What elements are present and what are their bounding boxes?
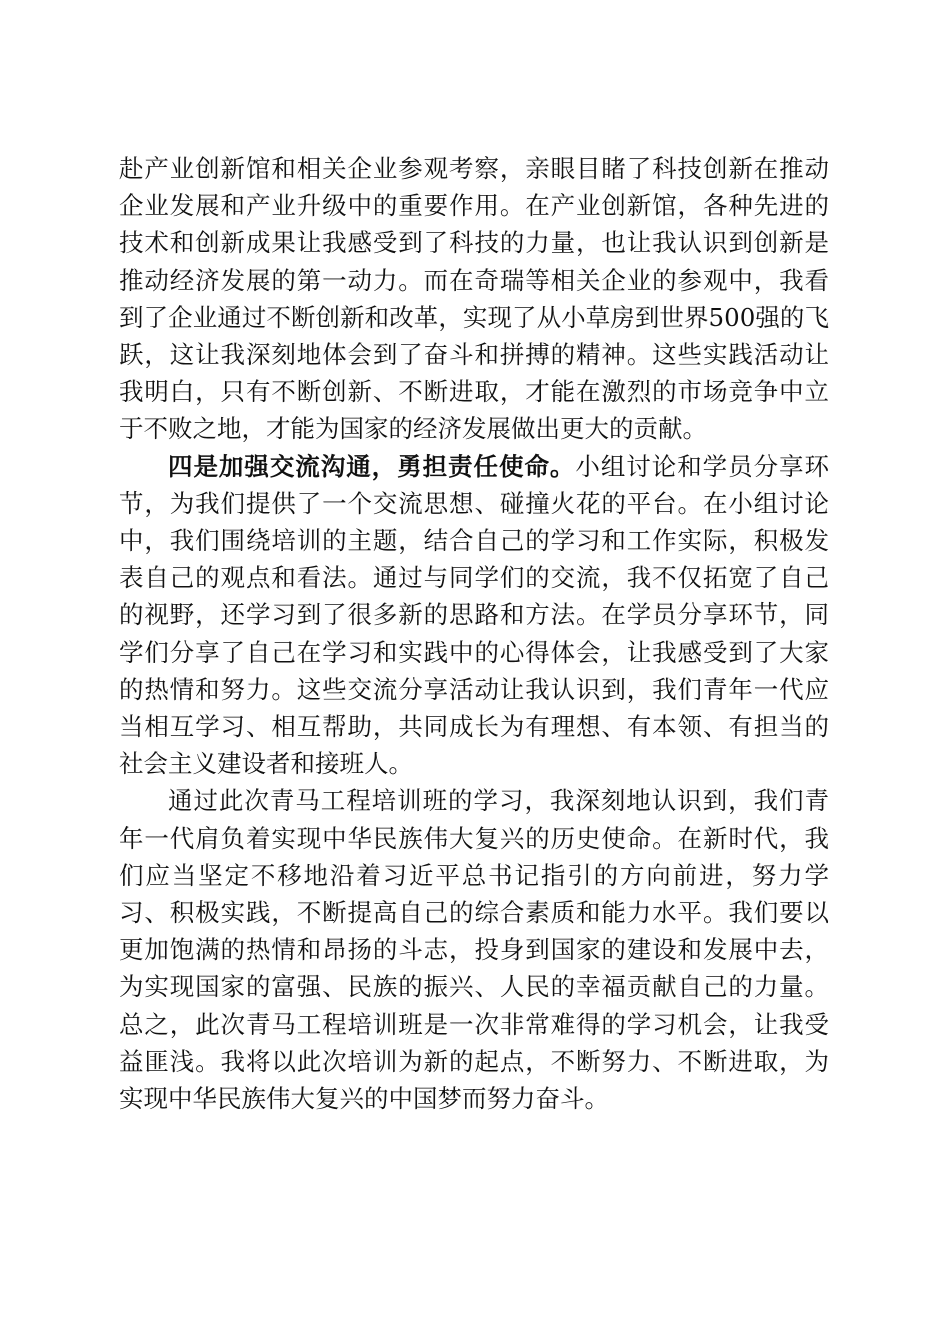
paragraph-bold-heading: 四是加强交流沟通，勇担责任使命。 (168, 451, 576, 481)
paragraph-text: 赴产业创新馆和相关企业参观考察，亲眼目睹了科技创新在推动企业发展和产业升级中的重要作用。在产业创新馆，各种先进的技术和创新成果让我感受到了科技的力量，也让我认识到创新是推动经济发展的第一动力。而在奇瑞等相关企业的参观中，我看到了企业通过不断创新和改革，实现了从小草房到世界500强的飞跃，这让我深刻地体会到了奋斗和拼搏的精神。这些实践活动让我明白，只有不断创新、不断进取，才能在激烈的市场竞争中立于不败之地，才能为国家的经济发展做出更大的贡献。 (119, 154, 829, 444)
paragraph-four-communication (119, 448, 829, 783)
paragraph-text: 通过此次青马工程培训班的学习，我深刻地认识到，我们青年一代肩负着实现中华民族伟大复兴的历史使命。在新时代，我们应当坚定不移地沿着习近平总书记指引的方向前进，努力学习、积极实践，不断提高自己的综合素质和能力水平。我们要以更加饱满的热情和昂扬的斗志，投身到国家的建设和发展中去，为实现国家的富强、民族的振兴、人民的幸福贡献自己的力量。总之，此次青马工程培训班是一次非常难得的学习机会，让我受益匪浅。我将以此次培训为新的起点，不断努力、不断进取，为实现中华民族伟大复兴的中国梦而努力奋斗。 (119, 786, 829, 1114)
paragraph-text: 小组讨论和学员分享环节，为我们提供了一个交流思想、碰撞火花的平台。在小组讨论中，我们围绕培训的主题，结合自己的学习和工作实际，积极发表自己的观点和看法。通过与同学们的交流，我不仅拓宽了自己的视野，还学习到了很多新的思路和方法。在学员分享环节，同学们分享了自己在学习和实践中的心得体会，让我感受到了大家的热情和努力。这些交流分享活动让我认识到，我们青年一代应当相互学习、相互帮助，共同成长为有理想、有本领、有担当的社会主义建设者和接班人。 (119, 451, 829, 779)
paragraph-continuation (119, 150, 829, 448)
paragraph-conclusion (119, 782, 829, 1117)
document-body (119, 150, 829, 1117)
